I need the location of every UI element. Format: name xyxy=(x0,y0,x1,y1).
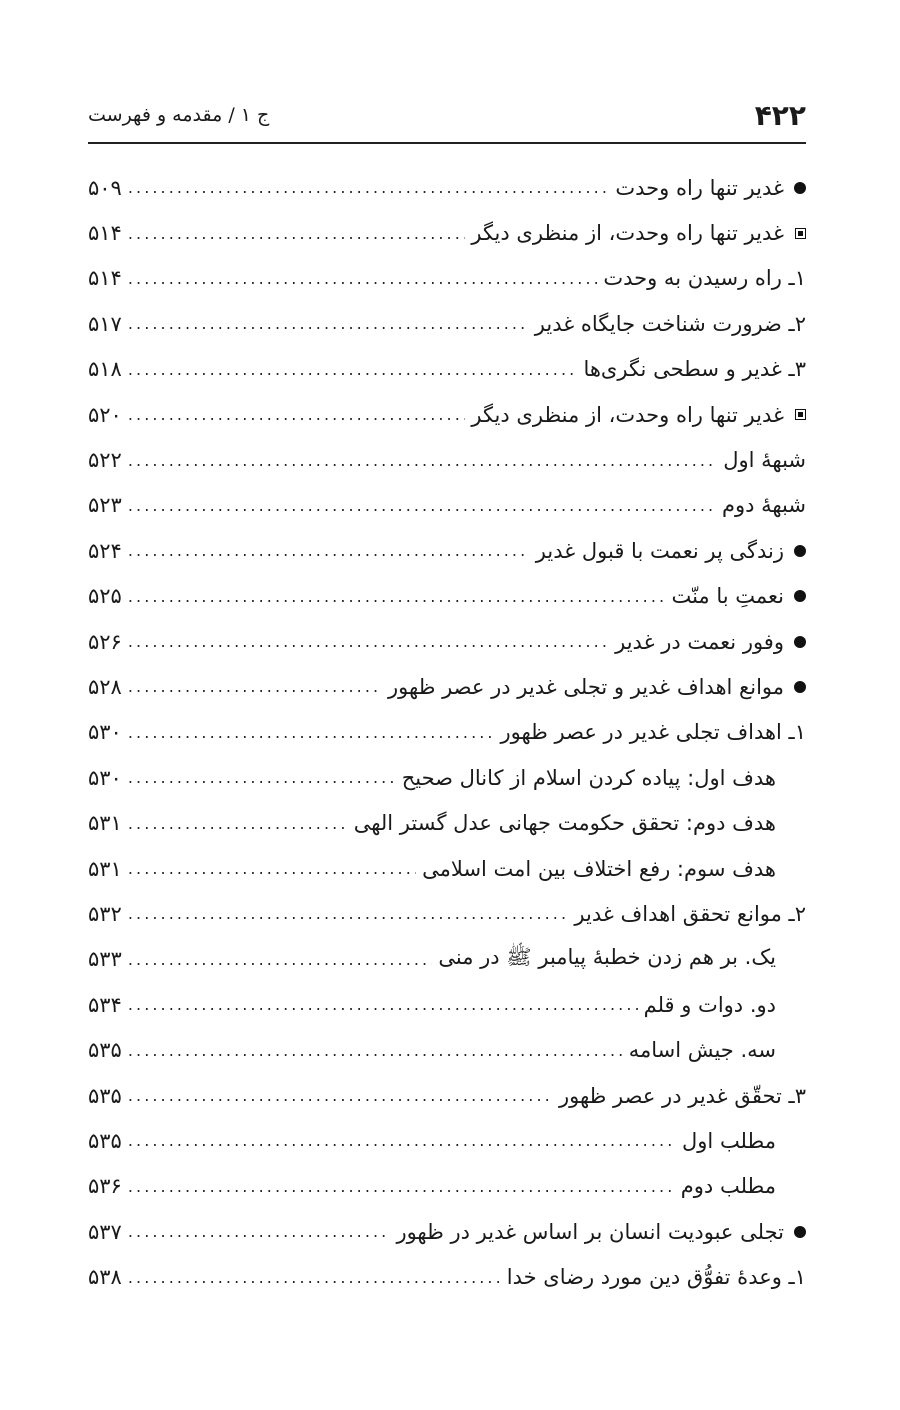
toc-entry-title: تجلی عبودیت انسان بر اساس غدیر در ظهور xyxy=(396,1219,784,1244)
toc-entry-title: یک. بر هم زدن خطبهٔ پیامبر ﷺ در منی xyxy=(438,944,776,969)
page-header xyxy=(88,96,806,134)
bullet-icon xyxy=(784,182,806,194)
toc-entry xyxy=(88,437,806,482)
toc-entry-title: شبههٔ اول xyxy=(723,448,806,473)
dot-leader xyxy=(128,768,396,787)
toc-entry-page: ۵۳۵ xyxy=(88,1038,122,1063)
dot-leader xyxy=(128,360,578,379)
dot-leader xyxy=(128,224,466,243)
toc-entry-page: ۵۲۸ xyxy=(88,674,122,699)
toc-entry-page: ۵۲۳ xyxy=(88,493,122,518)
toc-entry xyxy=(88,710,806,755)
toc-entry xyxy=(88,1209,806,1254)
toc-entry-page: ۵۱۷ xyxy=(88,311,122,336)
dot-leader xyxy=(128,1086,553,1105)
toc-entry-page: ۵۲۴ xyxy=(88,538,122,563)
toc-entry-title: ۱ـ اهداف تجلی غدیر در عصر ظهور xyxy=(500,720,806,745)
toc-entry-title: مطلب دوم xyxy=(680,1174,776,1199)
toc-entry-page: ۵۲۶ xyxy=(88,629,122,654)
toc-entry-title: غدیر تنها راه وحدت، از منظری دیگر xyxy=(471,221,784,246)
dot-leader xyxy=(128,587,666,606)
dot-leader xyxy=(128,859,416,878)
toc-entry xyxy=(88,937,806,982)
dot-leader xyxy=(128,1177,675,1196)
bullet-icon xyxy=(784,636,806,648)
toc-entry-title: مطلب اول xyxy=(682,1128,776,1153)
dot-leader xyxy=(128,1041,623,1060)
toc-entry-title: غدیر تنها راه وحدت، از منظری دیگر xyxy=(471,402,784,427)
toc-entry xyxy=(88,165,806,210)
toc-entry-title: زندگی پر نعمت با قبول غدیر xyxy=(535,538,784,563)
toc-entry-title: دو. دوات و قلم xyxy=(643,992,776,1017)
toc-entry xyxy=(88,301,806,346)
toc-entry-page: ۵۳۳ xyxy=(88,947,122,972)
toc-entry-title: ۱ـ راه رسیدن به وحدت xyxy=(603,266,806,291)
toc-entry xyxy=(88,256,806,301)
dot-leader xyxy=(128,677,382,696)
bullet-icon xyxy=(784,681,806,693)
toc-entry-page: ۵۳۱ xyxy=(88,856,122,881)
toc-entry-title: ۱ـ وعدهٔ تفوُّق دین مورد رضای خدا xyxy=(506,1265,806,1290)
toc-entry-page: ۵۳۵ xyxy=(88,1128,122,1153)
dot-leader xyxy=(128,405,466,424)
toc-entry-title: ۳ـ غدیر و سطحی نگری‌ها xyxy=(583,357,806,382)
toc-entry-page: ۵۳۶ xyxy=(88,1174,122,1199)
dot-leader xyxy=(128,995,638,1014)
dot-leader xyxy=(128,1131,676,1150)
square-bullet-icon xyxy=(784,409,806,420)
toc-entry xyxy=(88,1027,806,1072)
toc-entry xyxy=(88,483,806,528)
toc-entry-page: ۵۱۸ xyxy=(88,357,122,382)
toc-entry-page: ۵۱۴ xyxy=(88,266,122,291)
toc-entry-page: ۵۳۵ xyxy=(88,1083,122,1108)
bullet-icon xyxy=(784,1226,806,1238)
toc-entry xyxy=(88,982,806,1027)
toc-entry xyxy=(88,664,806,709)
dot-leader xyxy=(128,814,348,833)
bullet-icon xyxy=(784,545,806,557)
dot-leader xyxy=(128,451,717,470)
toc-entry xyxy=(88,800,806,845)
toc-entry-title: شبههٔ دوم xyxy=(721,493,806,518)
dot-leader xyxy=(128,904,569,923)
toc-entry-title: ۳ـ تحقّق غدیر در عصر ظهور xyxy=(559,1083,806,1108)
dot-leader xyxy=(128,496,716,515)
toc-entry xyxy=(88,392,806,437)
toc-entry-title: سه. جیش اسامه xyxy=(628,1038,776,1063)
toc-entry xyxy=(88,1118,806,1163)
dot-leader xyxy=(128,632,609,651)
toc-entry xyxy=(88,1254,806,1299)
toc-entry-page: ۵۱۴ xyxy=(88,221,122,246)
toc-entry xyxy=(88,528,806,573)
toc-entry xyxy=(88,210,806,255)
toc-entry xyxy=(88,347,806,392)
running-title: ج ۱ / مقدمه و فهرست xyxy=(88,104,270,126)
toc-entry-page: ۵۳۷ xyxy=(88,1219,122,1244)
toc-entry-page: ۵۳۰ xyxy=(88,720,122,745)
toc-entry xyxy=(88,619,806,664)
toc-entry-page: ۵۲۰ xyxy=(88,402,122,427)
toc-entry-title: موانع اهداف غدیر و تجلی غدیر در عصر ظهور xyxy=(388,674,784,699)
toc-entry-title: ۲ـ ضرورت شناخت جایگاه غدیر xyxy=(534,311,806,336)
toc-entry-page: ۵۲۵ xyxy=(88,584,122,609)
toc-entry-page: ۵۰۹ xyxy=(88,175,122,200)
toc-entry-page: ۵۳۲ xyxy=(88,901,122,926)
dot-leader xyxy=(128,723,495,742)
toc-entry xyxy=(88,891,806,936)
toc-entry-page: ۵۳۰ xyxy=(88,765,122,790)
toc-entry-title: غدیر تنها راه وحدت xyxy=(615,175,784,200)
toc-entry-page: ۵۳۱ xyxy=(88,811,122,836)
toc-entry-title: وفور نعمت در غدیر xyxy=(615,629,784,654)
toc-entry xyxy=(88,846,806,891)
toc-entry-page: ۵۲۲ xyxy=(88,448,122,473)
page-number: ۴۲۲ xyxy=(754,98,806,132)
toc-entry xyxy=(88,755,806,800)
dot-leader xyxy=(128,950,433,969)
toc-entry-title: هدف سوم: رفع اختلاف بین امت اسلامی xyxy=(422,856,776,881)
table-of-contents xyxy=(88,165,806,1300)
dot-leader xyxy=(128,1222,391,1241)
square-bullet-icon xyxy=(784,228,806,239)
toc-entry-page: ۵۳۴ xyxy=(88,992,122,1017)
toc-entry-title: نعمتِ با منّت xyxy=(671,584,784,609)
toc-entry-page: ۵۳۸ xyxy=(88,1265,122,1290)
bullet-icon xyxy=(784,590,806,602)
dot-leader xyxy=(128,541,530,560)
toc-entry-title: هدف دوم: تحقق حکومت جهانی عدل گستر الهی xyxy=(353,811,776,836)
dot-leader xyxy=(128,314,529,333)
toc-entry xyxy=(88,574,806,619)
toc-entry xyxy=(88,1164,806,1209)
toc-entry-title: هدف اول: پیاده کردن اسلام از کانال صحیح xyxy=(401,765,776,790)
dot-leader xyxy=(128,1268,501,1287)
header-rule xyxy=(88,142,806,144)
dot-leader xyxy=(128,178,610,197)
toc-entry xyxy=(88,1073,806,1118)
dot-leader xyxy=(128,269,598,288)
toc-entry-title: ۲ـ موانع تحقق اهداف غدیر xyxy=(574,901,806,926)
